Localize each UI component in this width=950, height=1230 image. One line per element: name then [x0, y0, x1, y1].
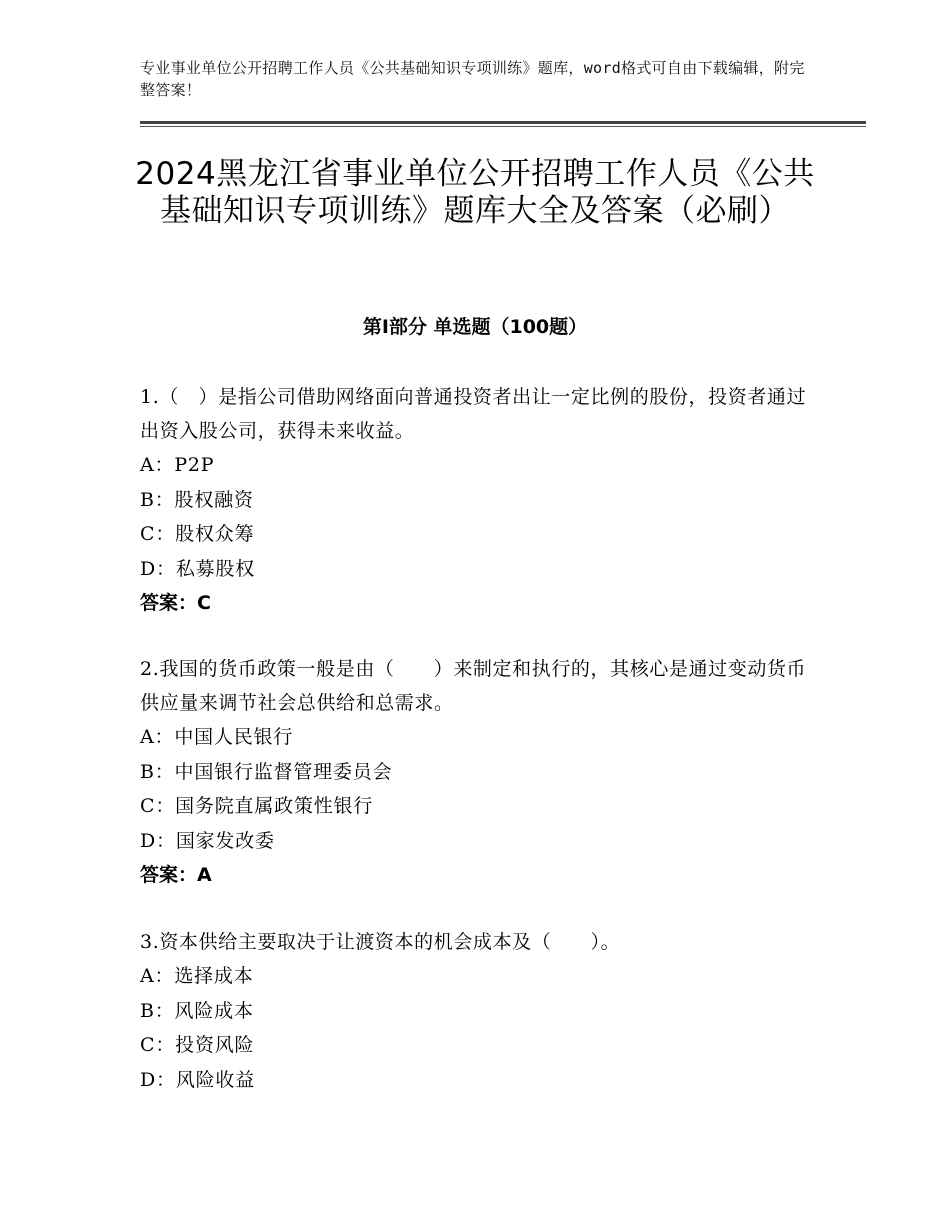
- option-b: B：风险成本: [140, 999, 254, 1022]
- option-c: C：股权众筹: [140, 523, 255, 545]
- option-a: A：中国人民银行: [140, 726, 294, 748]
- question-2: [140, 652, 820, 892]
- option-b: B：中国银行监督管理委员会: [140, 760, 393, 783]
- answer: 答案：C: [140, 592, 211, 614]
- answer: 答案：A: [140, 864, 212, 886]
- option-a: A：选择成本: [140, 965, 254, 987]
- option-c: C：投资风险: [140, 1034, 255, 1056]
- option-d: D：私募股权: [140, 557, 256, 580]
- option-a: A：P2P: [140, 454, 215, 476]
- question-stem: 3.资本供给主要取决于让渡资本的机会成本及（ ）。: [140, 931, 621, 953]
- option-c: C：国务院直属政策性银行: [140, 795, 374, 817]
- header-note: 专业事业单位公开招聘工作人员《公共基础知识专项训练》题库，word格式可自由下载编辑，附完整答案！: [140, 59, 805, 99]
- question-stem: 1.（ ）是指公司借助网络面向普通投资者出让一定比例的股份，投资者通过出资入股公司，获得未来收益。: [140, 386, 807, 442]
- section-heading: 第Ⅰ部分 单选题（100题）: [362, 316, 588, 338]
- header-rule-thick: [140, 121, 866, 124]
- option-d: D：国家发改委: [140, 829, 275, 852]
- question-stem: 2.我国的货币政策一般是由（ ）来制定和执行的，其核心是通过变动货币供应量来调节社会总供给和总需求。: [140, 658, 807, 714]
- option-d: D：风险收益: [140, 1068, 256, 1091]
- question-3: [140, 925, 820, 1097]
- header-rule-thin: [140, 126, 866, 127]
- document-title: 2024黑龙江省事业单位公开招聘工作人员《公共基础知识专项训练》题库大全及答案（必刷）: [135, 156, 815, 229]
- option-b: B：股权融资: [140, 488, 254, 511]
- question-1: [140, 380, 820, 620]
